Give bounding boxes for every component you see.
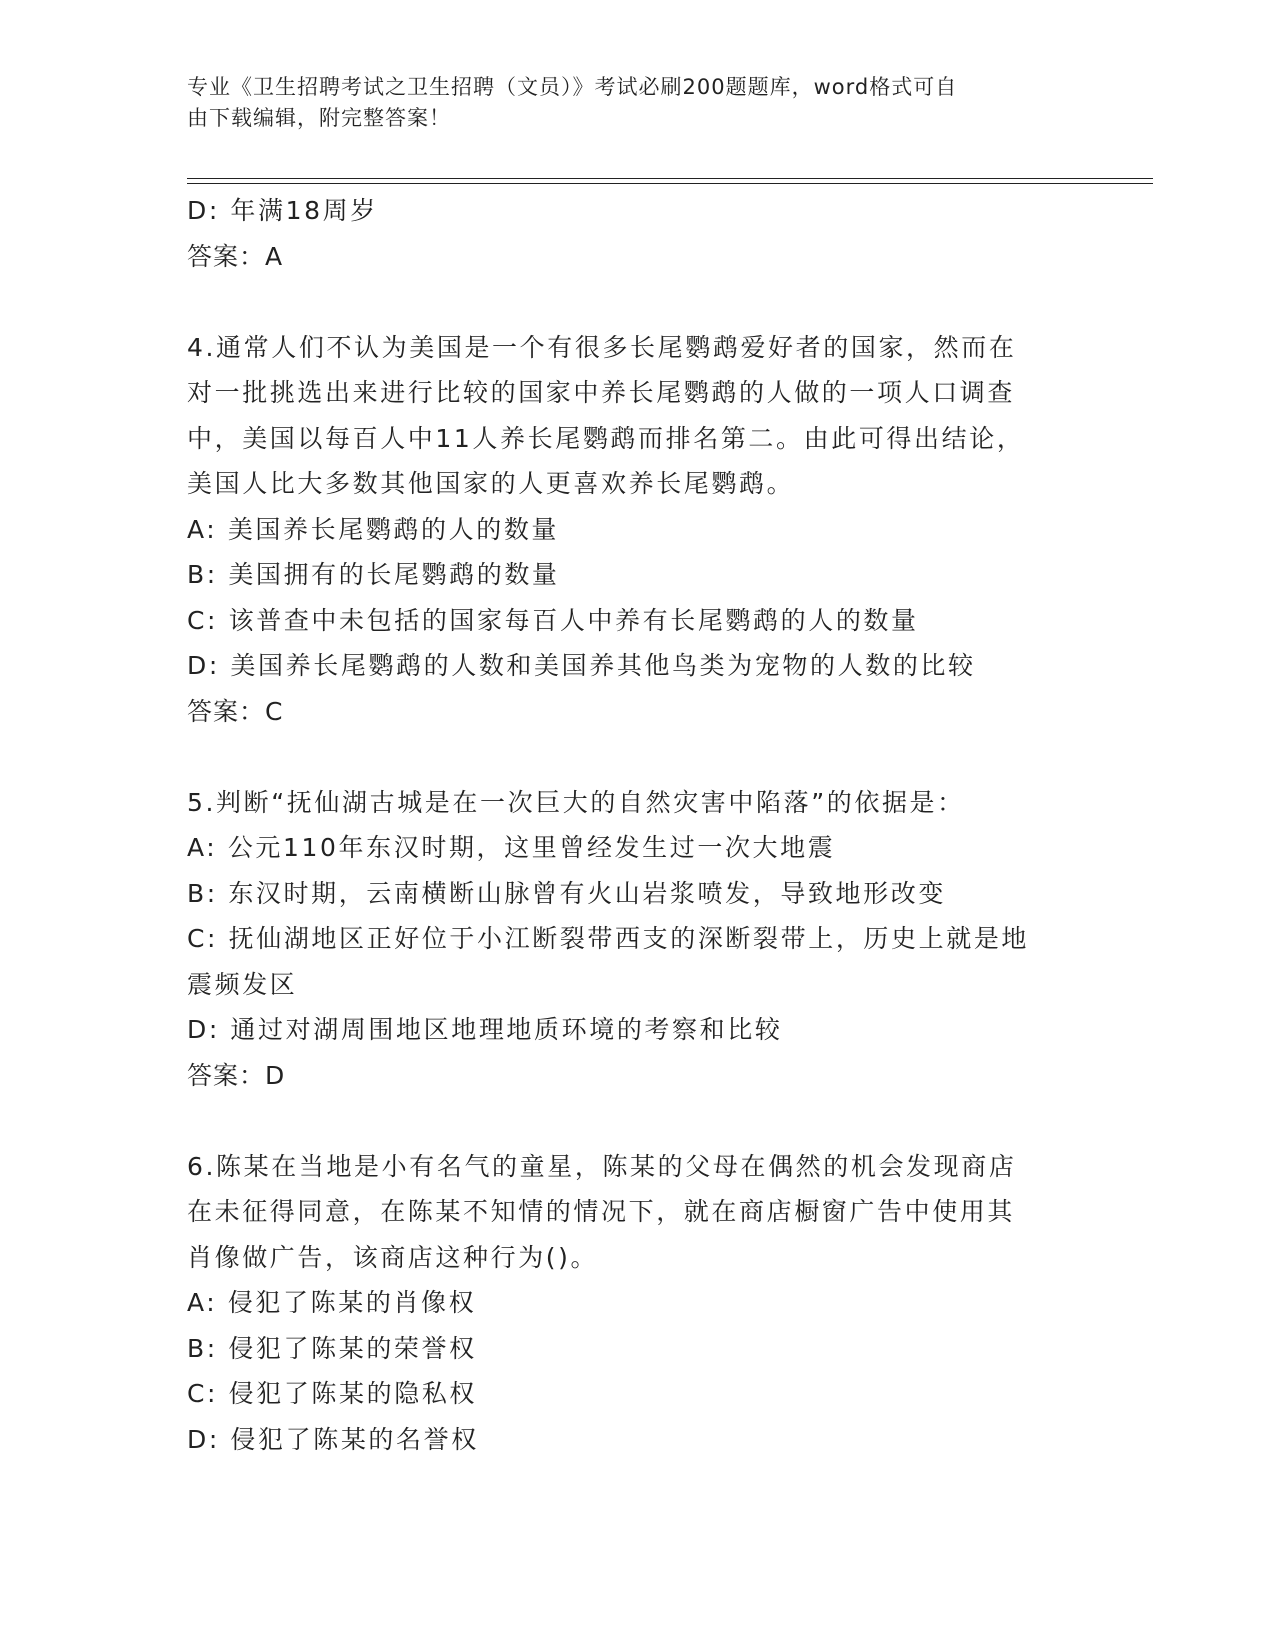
header-line-1: 专业《卫生招聘考试之卫生招聘（文员）》考试必刷200题题库，word格式可自 [187,75,958,99]
q4-option-a: A: 美国养长尾鹦鹉的人的数量 [187,514,560,544]
question-5 [187,780,1077,1099]
q4-answer: 答案：C [187,696,284,726]
q5-option-c: C: 抚仙湖地区正好位于小江断裂带西支的深断裂带上，历史上就是地 [187,924,1030,953]
header-rule-top [187,178,1153,179]
q6-option-a: A: 侵犯了陈某的肖像权 [187,1288,477,1317]
q5-answer: 答案：D [187,1060,286,1090]
q4-option-b: B: 美国拥有的长尾鹦鹉的数量 [187,560,560,589]
q5-option-b: B: 东汉时期，云南横断山脉曾有火山岩浆喷发，导致地形改变 [187,878,946,908]
header-line-2: 由下载编辑，附完整答案！ [187,106,451,130]
q4-stem-line: 中，美国以每百人中11人养长尾鹦鹉而排名第二。由此可得出结论， [187,423,1025,453]
question-6 [187,1144,1077,1463]
prev-answer: 答案：A [187,241,284,271]
spacer [187,279,1077,325]
q4-stem-line: 对一批挑选出来进行比较的国家中养长尾鹦鹉的人做的一项人口调查 [187,378,1016,407]
q6-stem-line: 肖像做广告，该商店这种行为()。 [187,1242,599,1272]
document-body [187,188,1077,1462]
q5-option-a: A: 公元110年东汉时期，这里曾经发生过一次大地震 [187,833,836,862]
q4-stem-line: 美国人比大多数其他国家的人更喜欢养长尾鹦鹉。 [187,469,795,498]
q4-stem-line: 4.通常人们不认为美国是一个有很多长尾鹦鹉爱好者的国家，然而在 [187,332,1017,362]
q6-option-c: C: 侵犯了陈某的隐私权 [187,1379,478,1408]
q5-option-c-continued: 震频发区 [187,969,298,999]
header-rule-bottom [187,183,1153,184]
q6-option-d: D: 侵犯了陈某的名誉权 [187,1424,479,1454]
prev-option-d: D: 年满18周岁 [187,196,378,225]
page-header [187,72,1067,134]
spacer [187,1098,1077,1144]
q6-stem-line: 6.陈某在当地是小有名气的童星，陈某的父母在偶然的机会发现商店 [187,1151,1017,1181]
q4-option-c: C: 该普查中未包括的国家每百人中养有长尾鹦鹉的人的数量 [187,605,919,635]
q6-stem-line: 在未征得同意，在陈某不知情的情况下，就在商店橱窗广告中使用其 [187,1197,1016,1226]
q4-option-d: D: 美国养长尾鹦鹉的人数和美国养其他鸟类为宠物的人数的比较 [187,651,976,680]
q5-option-d: D: 通过对湖周围地区地理地质环境的考察和比较 [187,1015,783,1044]
question-4 [187,325,1077,735]
spacer [187,734,1077,780]
q6-option-b: B: 侵犯了陈某的荣誉权 [187,1333,477,1363]
q5-stem: 5.判断“抚仙湖古城是在一次巨大的自然灾害中陷落”的依据是： [187,787,965,817]
